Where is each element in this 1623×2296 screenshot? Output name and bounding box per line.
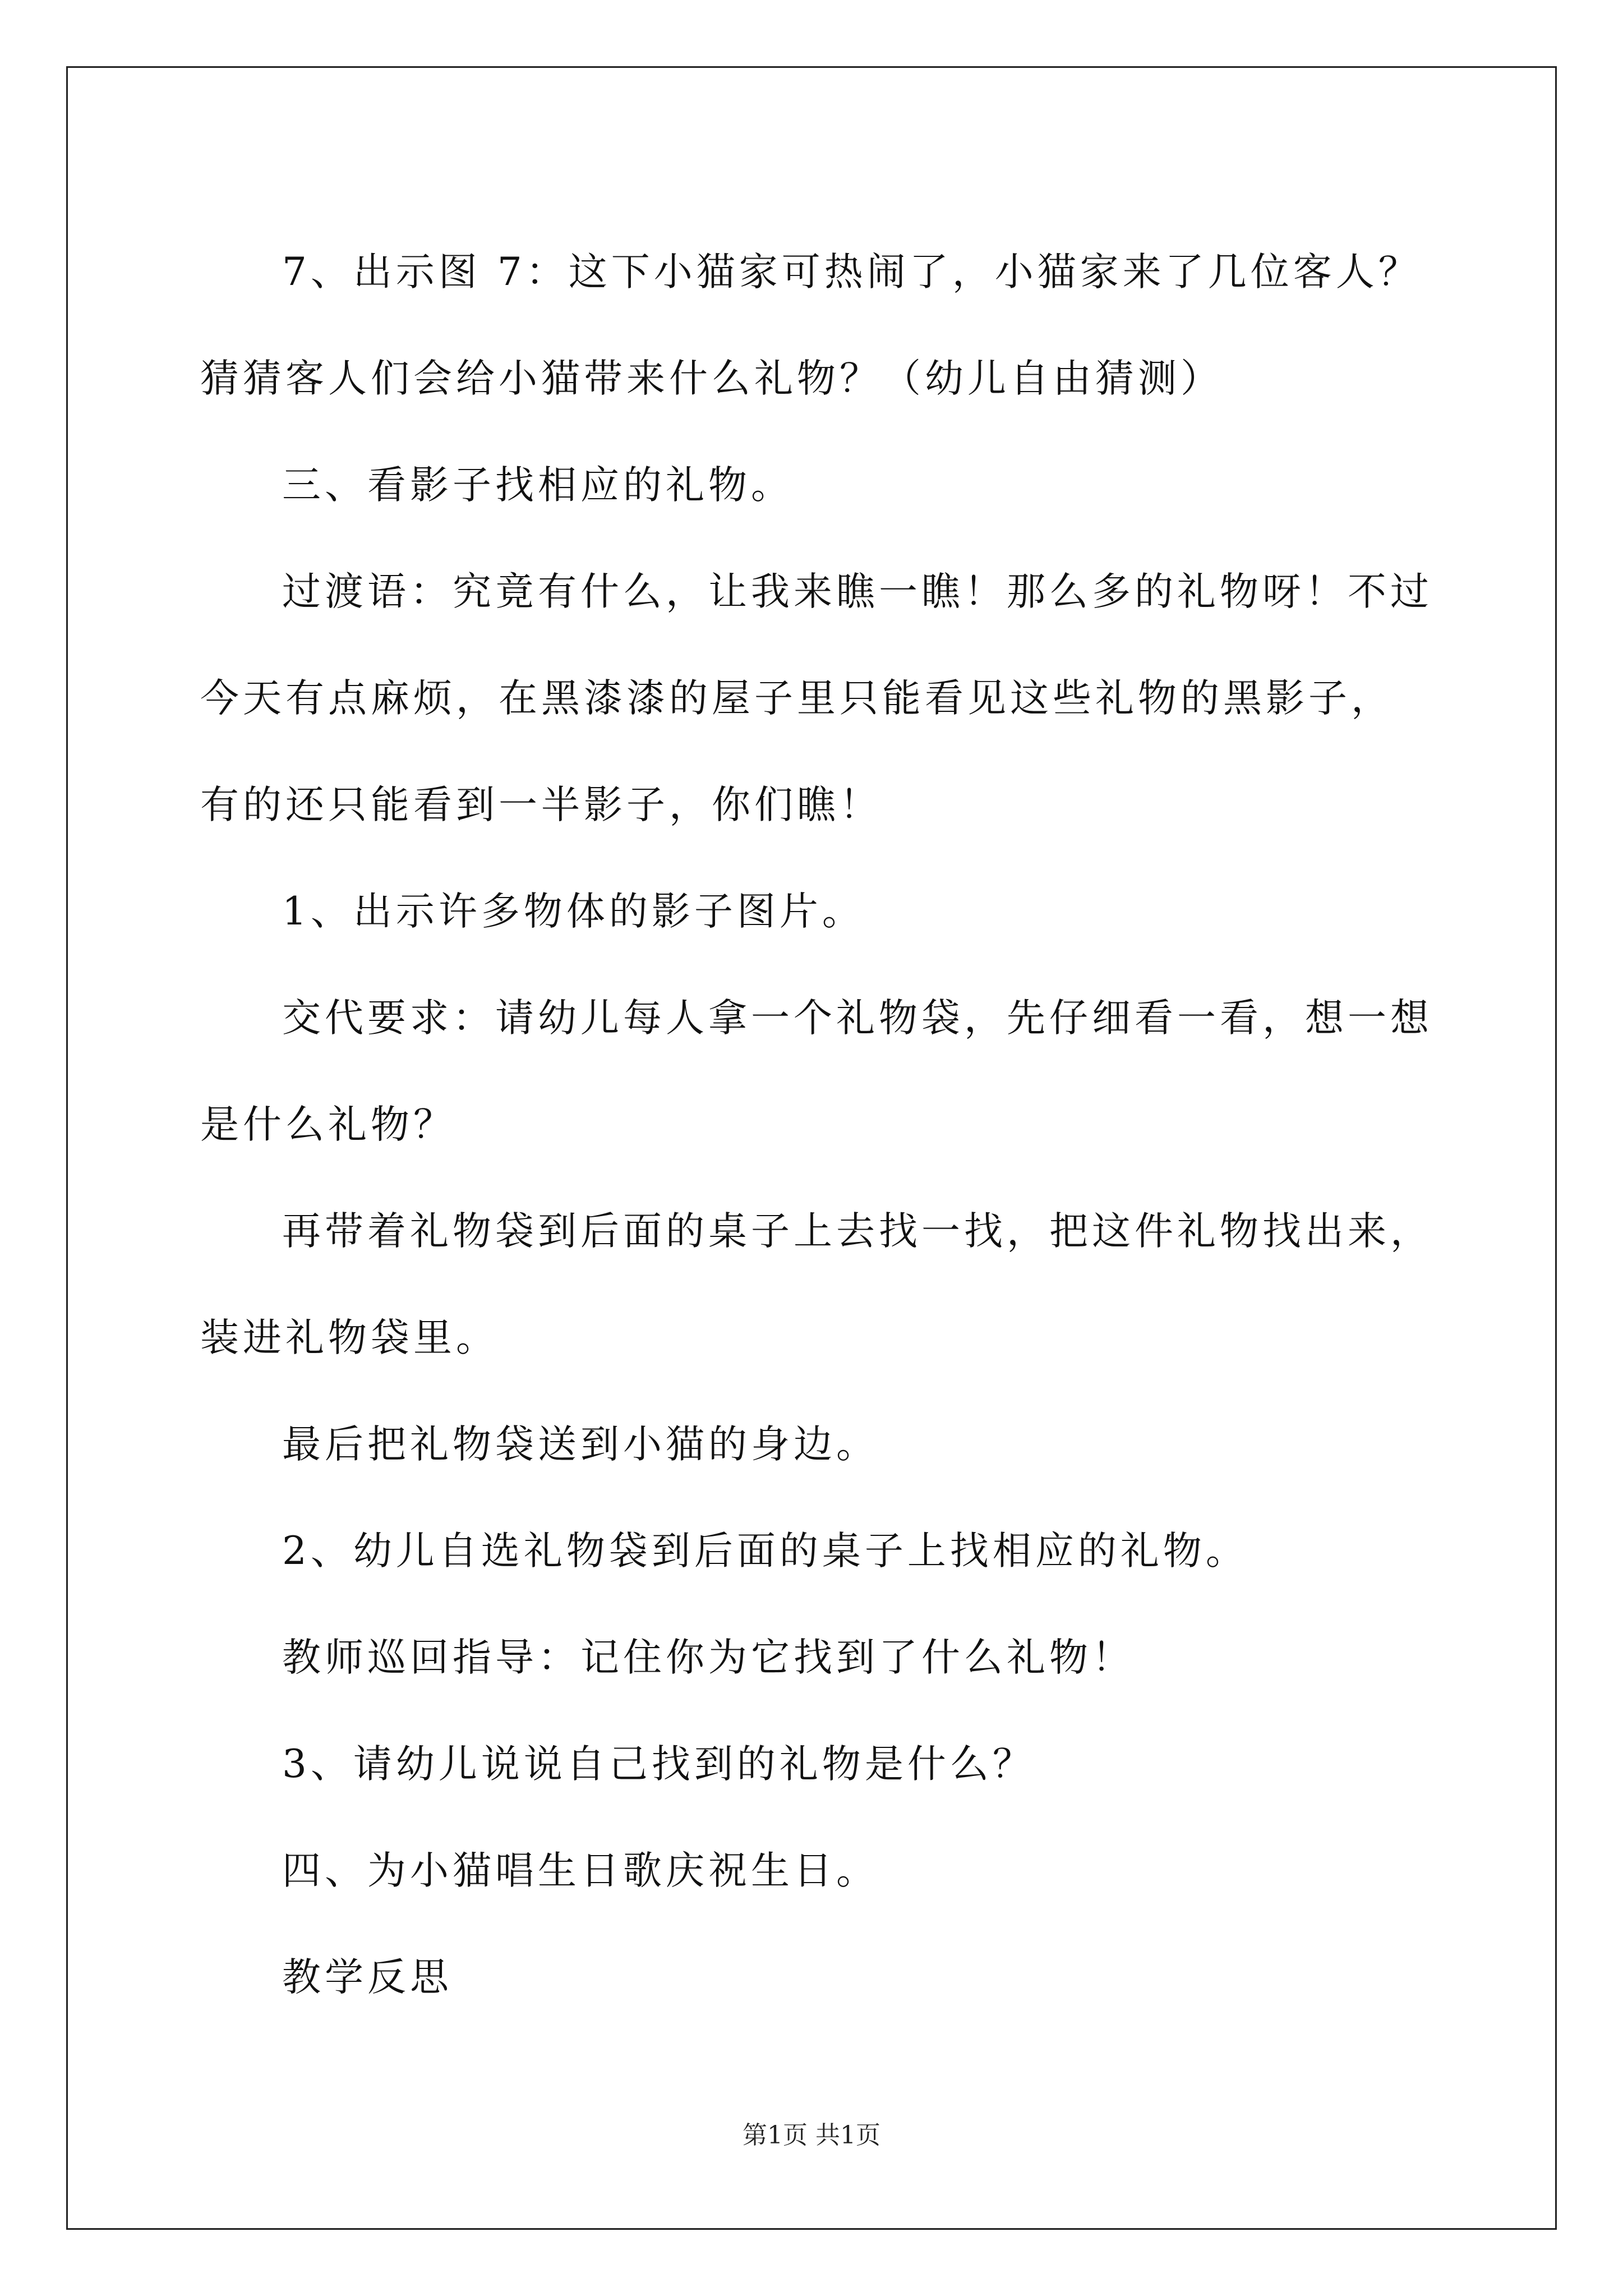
paragraph: 教学反思: [282, 1955, 453, 2000]
paragraph: 再带着礼物袋到后面的桌子上去找一找，把这件礼物找出来，装进礼物袋里。: [200, 1209, 1433, 1360]
paragraph: 3、请幼儿说说自己找到的礼物是什么？: [282, 1742, 1035, 1787]
paragraph: 1、出示许多物体的影子图片。: [282, 889, 865, 934]
paragraph: 2、幼儿自选礼物袋到后面的桌子上找相应的礼物。: [282, 1529, 1248, 1573]
paragraph: 教师巡回指导：记住你为它找到了什么礼物！: [282, 1635, 1135, 1680]
paragraph: 过渡语：究竟有什么，让我来瞧一瞧！那么多的礼物呀！不过今天有点麻烦，在黑漆漆的屋子里只能看见这些礼物的黑影子，有的还只能看到一半影子，你们瞧！: [200, 569, 1433, 827]
paragraph: 最后把礼物袋送到小猫的身边。: [282, 1422, 879, 1467]
paragraph: 四、为小猫唱生日歌庆祝生日。: [282, 1848, 879, 1893]
paragraph: 交代要求：请幼儿每人拿一个礼物袋，先仔细看一看，想一想是什么礼物？: [200, 996, 1433, 1147]
document-body: [200, 219, 1434, 2031]
page-footer: 第1页 共1页: [743, 2121, 880, 2150]
paragraph: 三、看影子找相应的礼物。: [282, 463, 794, 508]
paragraph: 7、出示图 7：这下小猫家可热闹了，小猫家来了几位客人？猜猜客人们会给小猫带来什么礼物？（幼儿自由猜测）: [200, 250, 1421, 401]
